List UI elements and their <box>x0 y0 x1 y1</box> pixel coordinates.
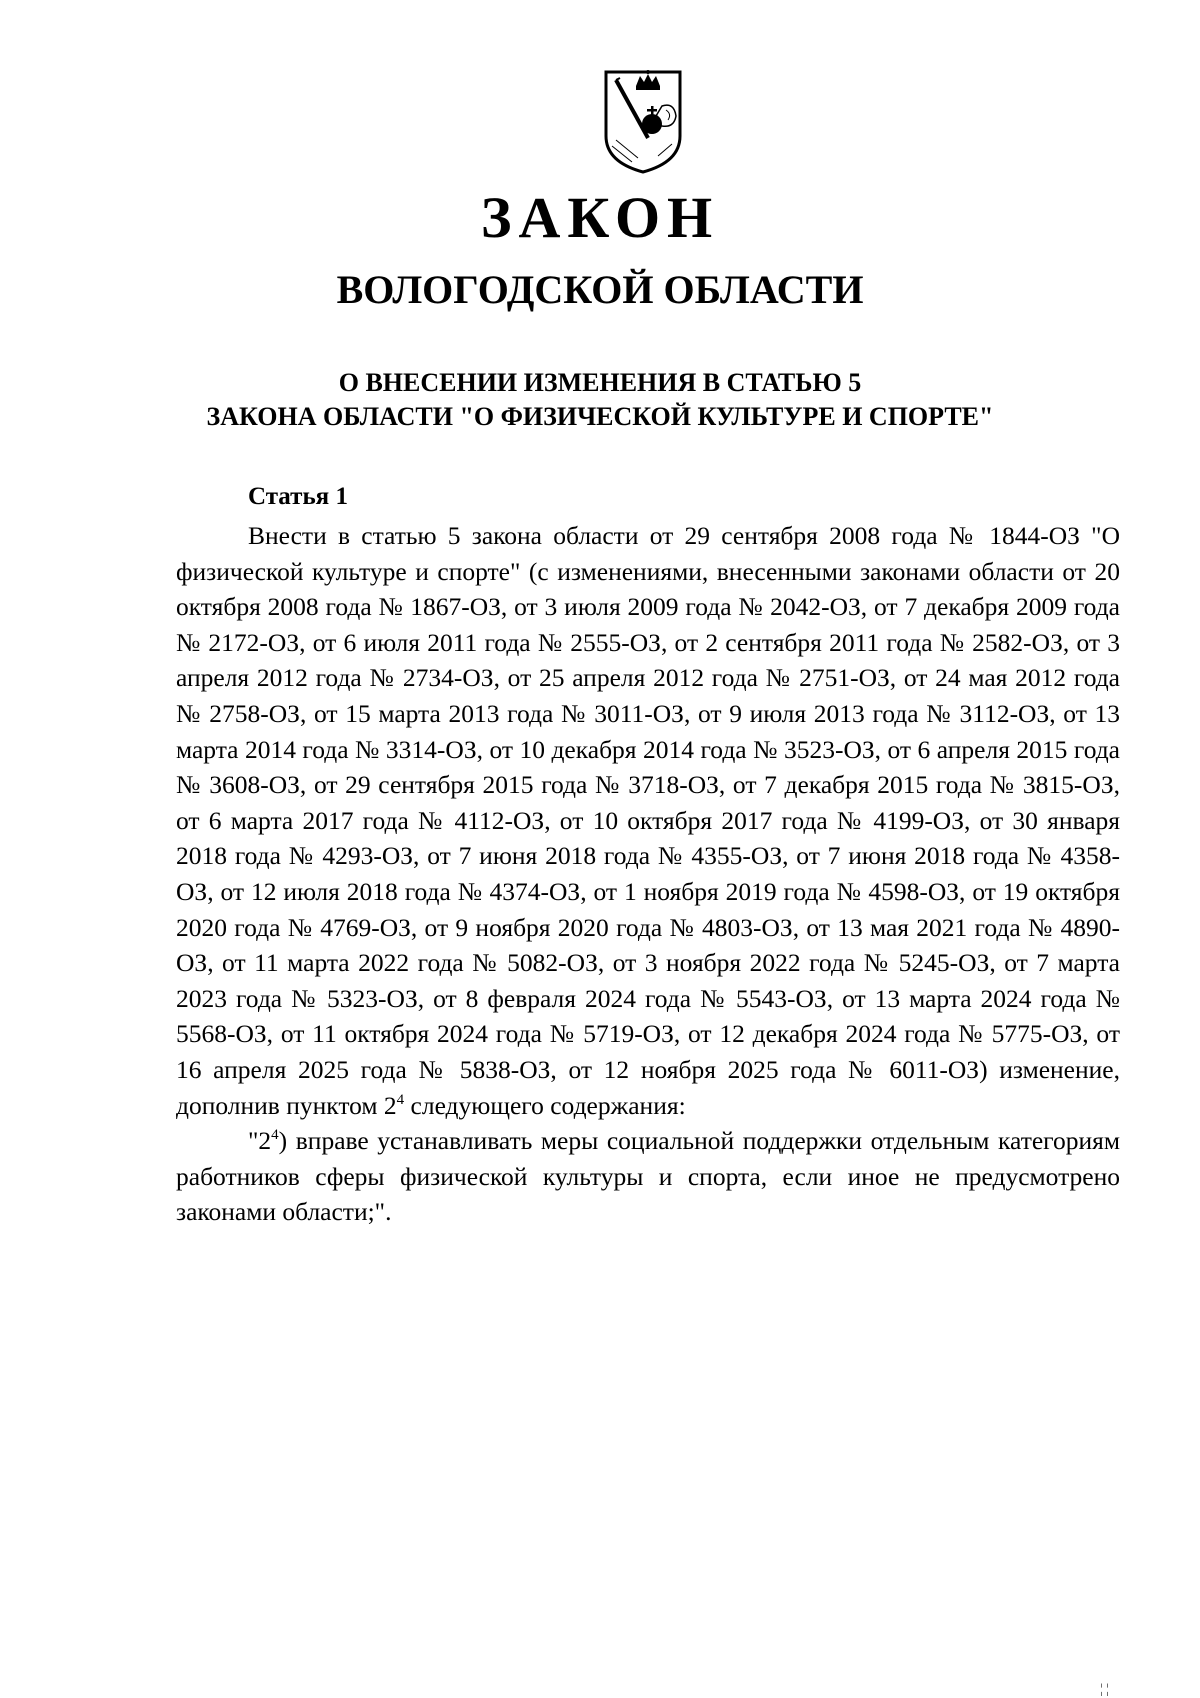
paragraph-amendment <box>176 518 1120 1123</box>
paragraph-amendment-superscript: 4 <box>396 1091 405 1108</box>
document-subtitle: ВОЛОГОДСКОЙ ОБЛАСТИ <box>336 267 864 312</box>
law-heading-line-1: О ВНЕСЕНИИ ИЗМЕНЕНИЯ В СТАТЬЮ 5 <box>338 368 862 397</box>
new-clause-number: "2 <box>248 1126 272 1156</box>
article-title: Статья 1 <box>248 483 348 510</box>
article-body <box>176 518 1120 1230</box>
coat-of-arms-icon <box>602 66 684 176</box>
document-title: ЗАКОН <box>480 185 720 250</box>
paragraph-new-clause <box>176 1123 1120 1230</box>
new-clause-text: ) вправе устанавливать меры социальной поддержки отдельным категориям работников сферы физической культуры и спорта, если иное не предусмотрено законами области;". <box>176 1126 1120 1227</box>
law-heading-line-2: ЗАКОНА ОБЛАСТИ "О ФИЗИЧЕСКОЙ КУЛЬТУРЕ И СПОРТЕ" <box>206 402 994 431</box>
page-edge-mark: ¦ ¦ <box>1100 1682 1110 1697</box>
new-clause-superscript: 4 <box>271 1127 279 1144</box>
paragraph-amendment-tail: следующего содержания: <box>404 1090 686 1120</box>
paragraph-amendment-text: Внести в статью 5 закона области от 29 сентября 2008 года № 1844-ОЗ "О физической культуре и спорте" (с изменениями, внесенными законами области от 20 октября 2008 года № 1867-ОЗ, от 3 июля 2009 года № 2042-ОЗ, от 7 декабря 2009 года № 2172-ОЗ, от 6 июля 2011 года № 2555-ОЗ, от 2 сентября 2011 года № 2582-ОЗ, от 3 апреля 2012 года № 2734-ОЗ, от 25 апреля 2012 года № 2751-ОЗ, от 24 мая 2012 года № 2758-ОЗ, от 15 марта 2013 года № 3011-ОЗ, от 9 июля 2013 года № 3112-ОЗ, от 13 марта 2014 года № 3314-ОЗ, от 10 декабря 2014 года № 3523-ОЗ, от 6 апреля 2015 года № 3608-ОЗ, от 29 сентября 2015 года № 3718-ОЗ, от 7 декабря 2015 года № 3815-ОЗ, от 6 марта 2017 года № 4112-ОЗ, от 10 октября 2017 года № 4199-ОЗ, от 30 января 2018 года № 4293-ОЗ, от 7 июня 2018 года № 4355-ОЗ, от 7 июня 2018 года № 4358-ОЗ, от 12 июля 2018 года № 4374-ОЗ, от 1 ноября 2019 года № 4598-ОЗ, от 19 октября 2020 года № 4769-ОЗ, от 9 ноября 2020 года № 4803-ОЗ, от 13 мая 2021 года № 4890-ОЗ, от 11 марта 2022 года № 5082-ОЗ, от 3 ноября 2022 года № 5245-ОЗ, от 7 марта 2023 года № 5323-ОЗ, от 8 февраля 2024 года № 5543-ОЗ, от 13 марта 2024 года № 5568-ОЗ, от 11 октября 2024 года № 5719-ОЗ, от 12 декабря 2024 года № 5775-ОЗ, от 16 апреля 2025 года № 5838-ОЗ, от 12 ноября 2025 года № 6011-ОЗ) изменение, дополнив пунктом 2 <box>176 521 1120 1120</box>
law-heading <box>0 366 1200 434</box>
